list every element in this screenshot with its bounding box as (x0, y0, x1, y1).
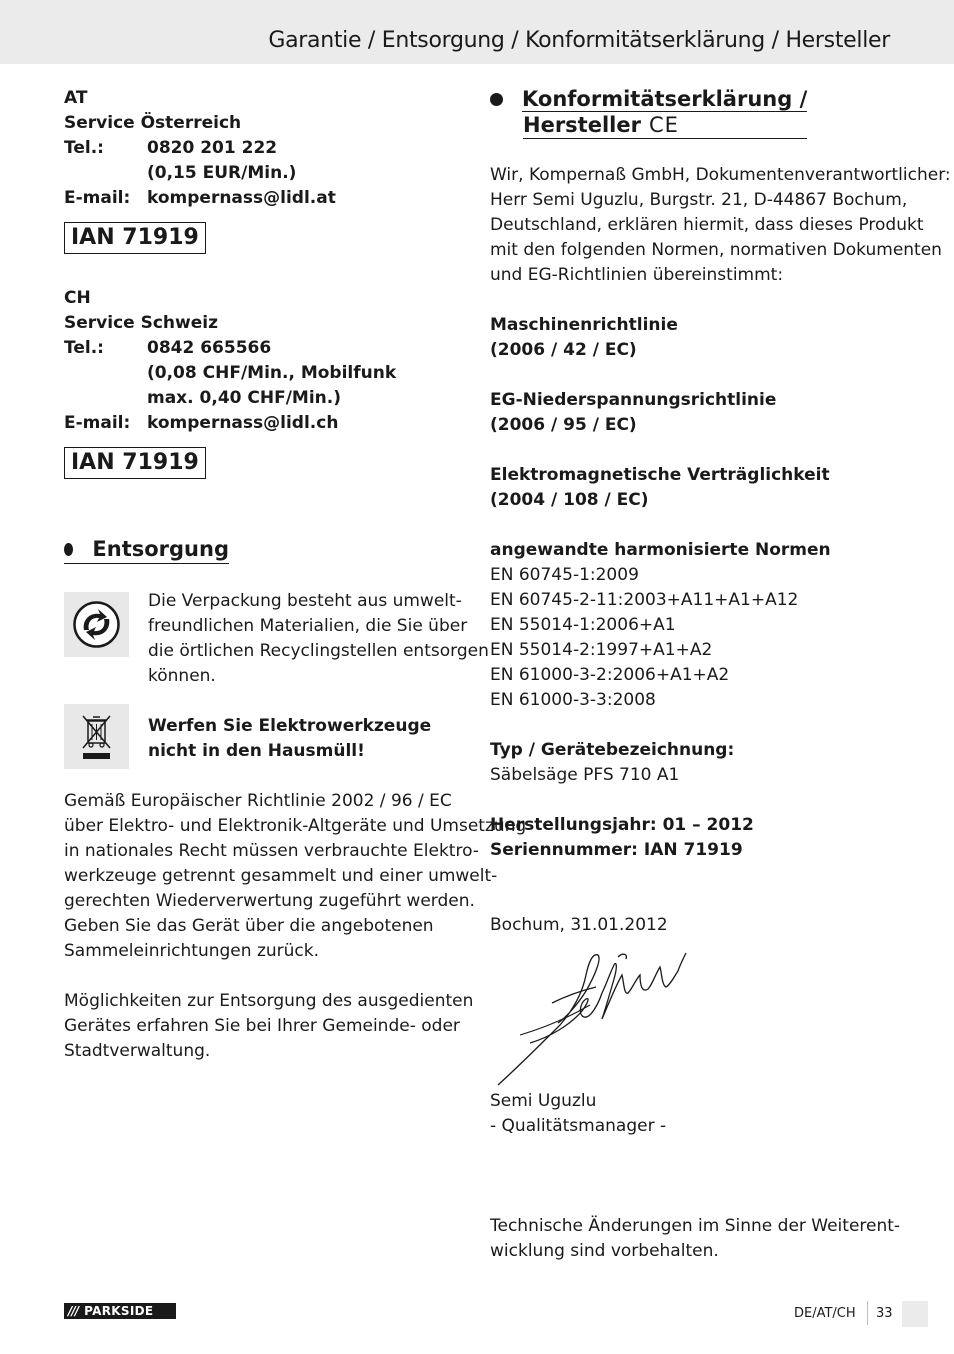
text-line: freundlichen Materialien, die Sie über (148, 616, 468, 636)
directive-paragraph (64, 789, 526, 964)
tel-row-at (64, 136, 464, 161)
text-line: und EG-Richtlinien übereinstimmt: (490, 265, 784, 285)
disposal-heading-text: Entsorgung (92, 537, 229, 561)
norms-heading: angewandte harmonisierte Normen (490, 540, 831, 560)
text-line: Werfen Sie Elektrowerkzeuge (148, 716, 432, 736)
tel-rate-row-at (64, 161, 464, 186)
harmonised-norms (490, 538, 831, 713)
norm-item: EN 60745-2-11:2003+A11+A1+A12 (490, 590, 799, 610)
text-line: mit den folgenden Normen, normativen Dokumenten (490, 240, 942, 260)
text-line: können. (148, 666, 216, 686)
norm-item: EN 55014-1:2006+A1 (490, 615, 676, 635)
service-austria (64, 86, 464, 211)
country-code-ch: CH (64, 288, 91, 308)
text-line: über Elektro- und Elektronik-Altgeräte und Umsetzung (64, 816, 527, 836)
tel-number-ch: 0842 665566 (147, 338, 272, 358)
green-dot-recycling-icon (64, 592, 129, 657)
packaging-paragraph (148, 589, 489, 689)
waste-bin-icon (64, 704, 129, 769)
service-name-ch: Service Schweiz (64, 313, 218, 333)
page-title: Garantie / Entsorgung / Konformitätserklärung / Hersteller (268, 28, 890, 53)
tel-rate-at: (0,15 EUR/Min.) (147, 163, 297, 183)
signer-block (490, 1089, 666, 1139)
section-heading-disposal (64, 535, 229, 564)
type-label: Typ / Gerätebezeichnung: (490, 740, 735, 760)
directive-machinery (490, 313, 678, 363)
text-line: Elektromagnetische Verträglichkeit (490, 465, 830, 485)
text-line: werkzeuge getrennt gesammelt und einer umwelt- (64, 866, 498, 886)
text-line: in nationales Recht müssen verbrauchte Elektro- (64, 841, 479, 861)
tel-label: Tel.: (64, 338, 104, 358)
text-line: Möglichkeiten zur Entsorgung des ausgedienten (64, 991, 474, 1011)
device-type (490, 738, 734, 788)
footer-divider (867, 1301, 868, 1325)
bullet-icon (64, 543, 73, 556)
tel-rate-ch-2: max. 0,40 CHF/Min.) (147, 388, 341, 408)
bullet-icon (490, 93, 503, 106)
text-line: Maschinenrichtlinie (490, 315, 678, 335)
email-row-ch (64, 411, 464, 436)
text-line: Gemäß Europäischer Richtlinie 2002 / 96 / EC (64, 791, 452, 811)
logo-stripes-icon: /// (68, 1304, 79, 1318)
norm-item: EN 55014-2:1997+A1+A2 (490, 640, 713, 660)
section-heading-conformity (490, 86, 807, 139)
norm-item: EN 60745-1:2009 (490, 565, 639, 585)
ce-mark-icon: CE (648, 113, 679, 137)
text-line: Geben Sie das Gerät über die angebotenen (64, 916, 434, 936)
email-row-at (64, 186, 464, 211)
disposal-options-paragraph (64, 989, 473, 1064)
page-number: 33 (876, 1306, 893, 1321)
ian-box-ch (64, 447, 206, 479)
tel-rate-row-ch (64, 361, 464, 386)
conformity-heading-line2: Hersteller (523, 113, 641, 137)
tel-row-ch (64, 336, 464, 361)
email-label: E-mail: (64, 188, 131, 208)
text-line: (2006 / 42 / EC) (490, 340, 637, 360)
text-line: (2006 / 95 / EC) (490, 415, 637, 435)
production-year: Herstellungsjahr: 01 – 2012 (490, 815, 754, 835)
tel-label: Tel.: (64, 138, 104, 158)
text-line: EG-Niederspannungsrichtlinie (490, 390, 777, 410)
recycle-symbol-icon (64, 592, 129, 657)
place-date: Bochum, 31.01.2012 (490, 915, 668, 935)
country-code-at: AT (64, 88, 88, 108)
page-tab-marker (902, 1301, 928, 1327)
email-ch[interactable]: kompernass@lidl.ch (147, 413, 339, 433)
text-line: wicklung sind vorbehalten. (490, 1241, 719, 1261)
disposal-warning (148, 714, 431, 764)
ian-number: IAN 71919 (64, 222, 206, 254)
technical-changes-note (490, 1214, 900, 1264)
text-line: Deutschland, erklären hiermit, dass dieses Produkt (490, 215, 924, 235)
service-switzerland (64, 286, 464, 436)
directive-low-voltage (490, 388, 776, 438)
text-line: die örtlichen Recyclingstellen entsorgen (148, 641, 489, 661)
text-line: nicht in den Hausmüll! (148, 741, 365, 761)
tel-rate-row-ch-2 (64, 386, 464, 411)
signer-role: - Qualitätsmanager - (490, 1116, 667, 1136)
tel-rate-ch: (0,08 CHF/Min., Mobilfunk (147, 363, 397, 383)
brand-name: PARKSIDE (84, 1304, 154, 1318)
norm-item: EN 61000-3-2:2006+A1+A2 (490, 665, 730, 685)
text-line: Sammeleinrichtungen zurück. (64, 941, 319, 961)
ian-number: IAN 71919 (64, 447, 206, 479)
text-line: Technische Änderungen im Sinne der Weiterent- (490, 1216, 901, 1236)
text-line: Gerätes erfahren Sie bei Ihrer Gemeinde- oder (64, 1016, 460, 1036)
email-at[interactable]: kompernass@lidl.at (147, 188, 336, 208)
parkside-logo (64, 1303, 176, 1319)
text-line: gerechten Wiederverwertung zugeführt werden. (64, 891, 475, 911)
footer-language: DE/AT/CH (794, 1306, 856, 1321)
serial-number: Seriennummer: IAN 71919 (490, 840, 743, 860)
conformity-intro (490, 163, 951, 288)
text-line: Die Verpackung besteht aus umwelt- (148, 591, 462, 611)
production-info (490, 813, 754, 863)
crossed-out-wheelie-bin-icon (64, 704, 129, 769)
type-value: Säbelsäge PFS 710 A1 (490, 765, 680, 785)
text-line: (2004 / 108 / EC) (490, 490, 649, 510)
conformity-heading-line1: Konformitätserklärung / (522, 86, 808, 111)
tel-number-at: 0820 201 222 (147, 138, 278, 158)
signature-image (490, 945, 700, 1090)
norm-item: EN 61000-3-3:2008 (490, 690, 656, 710)
email-label: E-mail: (64, 413, 131, 433)
text-line: Herr Semi Uguzlu, Burgstr. 21, D-44867 Bochum, (490, 190, 908, 210)
text-line: Stadtverwaltung. (64, 1041, 211, 1061)
service-name-at: Service Österreich (64, 113, 242, 133)
signer-name: Semi Uguzlu (490, 1091, 597, 1111)
ian-box-at (64, 222, 206, 254)
text-line: Wir, Kompernaß GmbH, Dokumentenverantwortlicher: (490, 165, 951, 185)
directive-emc (490, 463, 830, 513)
